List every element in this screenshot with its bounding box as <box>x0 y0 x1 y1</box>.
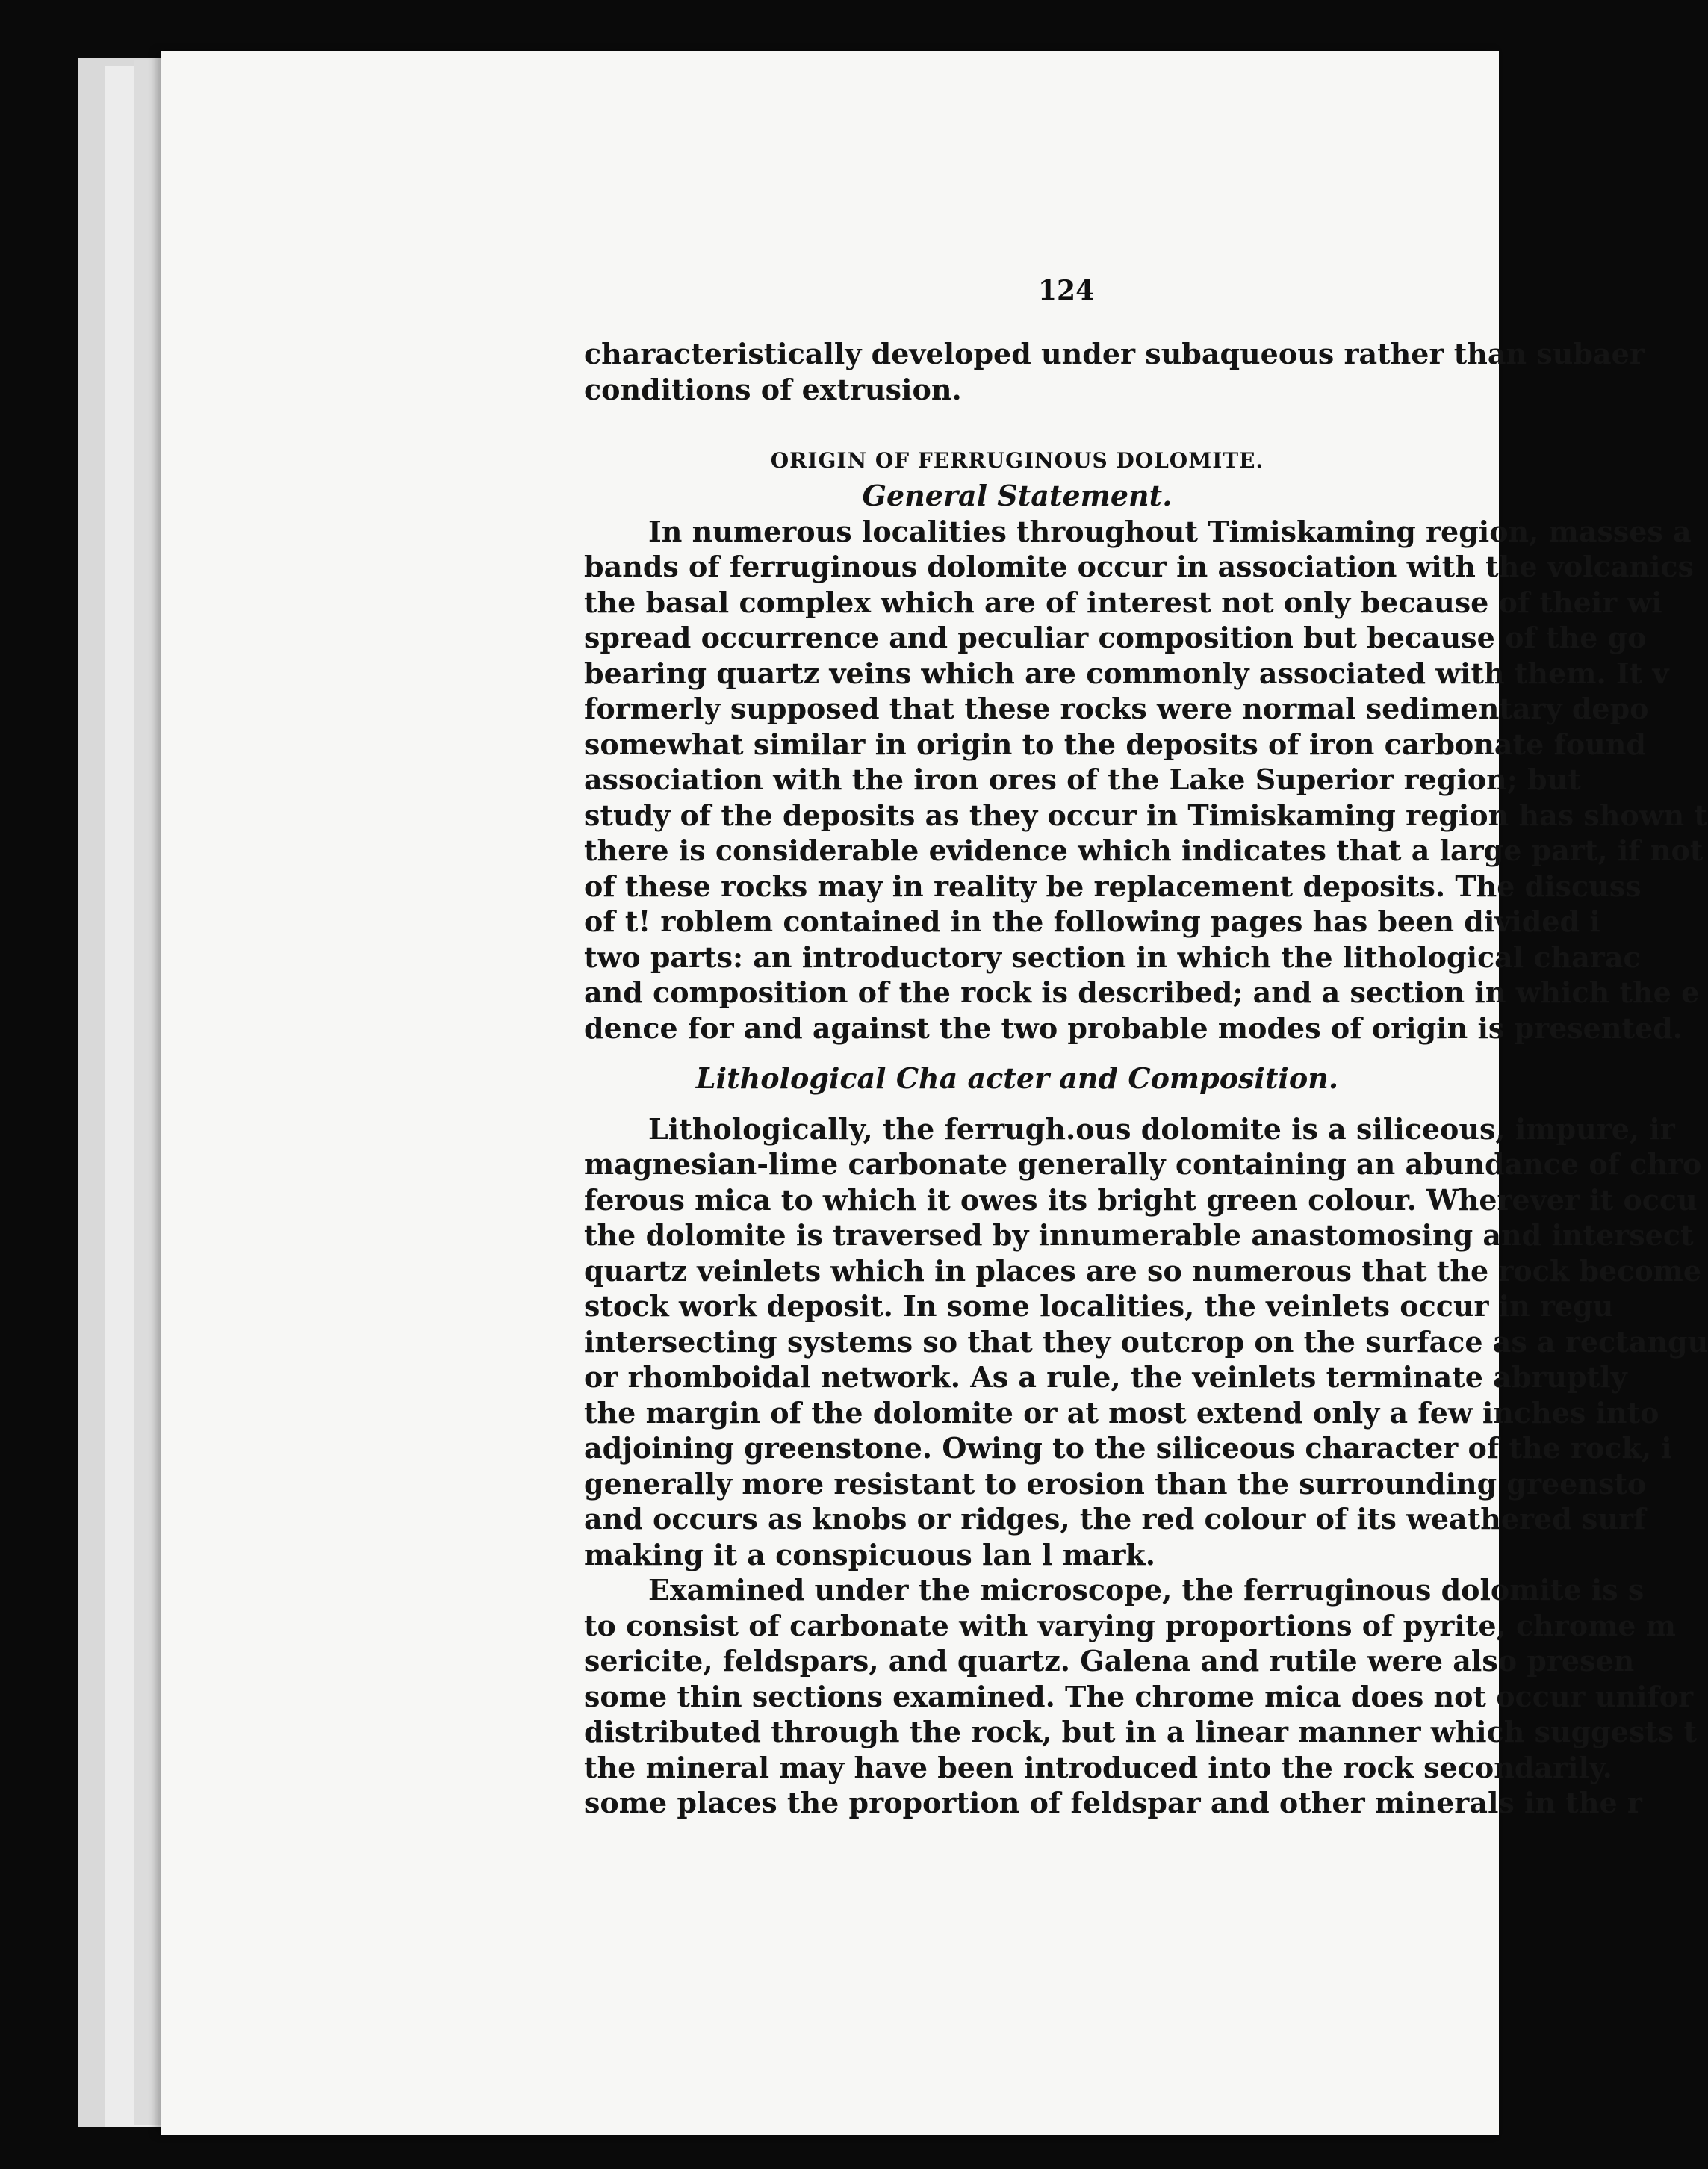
text-line: there is considerable evidence which indicates that a large part, if not <box>584 834 1704 867</box>
text-line: sericite, feldspars, and quartz. Galena and rutile were also presen <box>584 1644 1635 1678</box>
paragraph-1 <box>584 514 1707 1046</box>
text-line: quartz veinlets which in places are so numerous that the rock become <box>584 1253 1702 1288</box>
text-line: and occurs as knobs or ridges, the red colour of its weathered surf <box>584 1502 1646 1536</box>
text-line: the mineral may have been introduced into the rock secondarily. <box>584 1750 1612 1784</box>
text-line: and composition of the rock is described; and a section in which the e <box>584 975 1700 1009</box>
text-line: conditions of extrusion. <box>584 372 962 406</box>
text-line: some thin sections examined. The chrome mica does not occur unifor <box>584 1679 1694 1713</box>
subheading-lithological-character: Lithological Cha acter and Composition. <box>695 1061 1339 1095</box>
text-line: characteristically developed under subaqueous rather than subaer <box>584 337 1645 370</box>
text-line: the basal complex which are of interest not only because of their wi <box>584 585 1662 619</box>
text-line: of these rocks may in reality be replacement deposits. The discuss <box>584 869 1642 903</box>
text-line: formerly supposed that these rocks were normal sedimentary depo <box>584 692 1649 725</box>
text-line: intersecting systems so that they outcrop on the surface as a rectangu <box>584 1324 1708 1359</box>
paragraph-2 <box>584 1111 1708 1573</box>
text-line: distributed through the rock, but in a linear manner which suggests t <box>584 1715 1698 1748</box>
text-line: the margin of the dolomite or at most extend only a few inches into <box>584 1395 1659 1430</box>
text-line: some places the proportion of feldspar and other minerals in the r <box>584 1786 1642 1819</box>
text-line: or rhomboidal network. As a rule, the veinlets terminate abruptly <box>584 1360 1627 1394</box>
text-line: adjoining greenstone. Owing to the siliceous character of the rock, i <box>584 1431 1672 1465</box>
text-line: spread occurrence and peculiar composition but because of the go <box>584 621 1647 654</box>
text-line: bands of ferruginous dolomite occur in association with the volcanics <box>584 550 1694 583</box>
subheading-general-statement: General Statement. <box>862 479 1173 512</box>
page-body <box>584 336 1708 1821</box>
text-line: making it a conspicuous lan l mark. <box>584 1537 1155 1571</box>
text-line: of t! roblem contained in the following pages has been divided i <box>584 904 1600 938</box>
text-line: association with the iron ores of the Lake Superior region; but <box>584 763 1581 796</box>
text-line: dence for and against the two probable modes of origin is presented. <box>584 1011 1683 1045</box>
text-line: stock work deposit. In some localities, the veinlets occur in regu <box>584 1289 1614 1323</box>
text-line: the dolomite is traversed by innumerable anastomosing and intersect <box>584 1218 1694 1252</box>
text-line: bearing quartz veins which are commonly associated with them. It v <box>584 656 1669 690</box>
text-line: somewhat similar in origin to the deposits of iron carbonate found <box>584 727 1646 761</box>
text-line: to consist of carbonate with varying proportions of pyrite, chrome m <box>584 1608 1676 1642</box>
section-heading: ORIGIN OF FERRUGINOUS DOLOMITE. <box>770 447 1264 473</box>
page-number: 124 <box>1038 275 1095 306</box>
paragraph-3 <box>584 1572 1698 1821</box>
text-line: two parts: an introductory section in which the lithological charac <box>584 940 1641 974</box>
text-line: ferous mica to which it owes its bright green colour. Wherever it occu <box>584 1182 1698 1217</box>
text-line: study of the deposits as they occur in Timiskaming region has shown t <box>584 798 1707 832</box>
text-line: generally more resistant to erosion than the surrounding greensto <box>584 1466 1647 1501</box>
text-line: In numerous localities throughout Timiskaming region, masses a <box>648 514 1692 548</box>
text-line: Examined under the microscope, the ferruginous dolomite is s <box>648 1573 1645 1607</box>
text-line: magnesian-lime carbonate generally containing an abundance of chro <box>584 1147 1702 1181</box>
text-line: Lithologically, the ferrugh.ous dolomite is a siliceous, impure, ir <box>648 1111 1675 1146</box>
